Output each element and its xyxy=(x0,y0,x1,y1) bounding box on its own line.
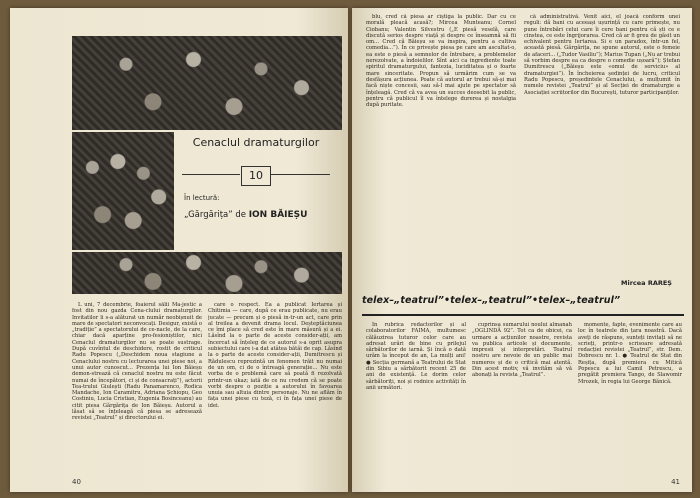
in-lectura-label: În lectură: xyxy=(184,194,220,202)
telex-column-2 xyxy=(472,322,572,472)
play-title: „Gărgărița” de xyxy=(184,210,246,220)
telex-column-1 xyxy=(366,322,466,472)
telex-column-1-text: În rubrica redactorilor și al colaboratorilor FAIMA, multumesc călăuzirea tuturor celor care au adresat urări de bine cu prilejul sărbătorilor de iarnă. Și încă o dată urăm la început de an, La mulți ani! ● Secția germană a Teatrului de Stat din Sibiu a sărbătorit recent 25 de ani de existență. Le dorim celor sărbătoriți, noi și rodnice activități în anii următori. xyxy=(366,322,466,391)
left-column-2-text: care o respect. Ea a publicat Iertarea și Chitimia — care, după ce erau publicate, nu erau jucate — precum și o piesă in-tr-un act, care prin al treilea a devenit drama locul. Deșteptăciunea ce îmi place să cred este în mare măsură și a ei. Lăsînd la o parte de aceste consider-ații, am încercat să înțeleg de ce autorul s-a oprit asupra subiectului care i-a dat atâtea bătăi de cap. Lăsînd la o parte de aceste consider-ații, Dumitrescu și Rădulescu reprezintă un fenomen trăit nu numai de un om, ci de o întreagă generație... Nu este vorba de o problemă care să poată fi rezolvată printr-un ukaz; iată de ce nu credem că se poate vorbi despre o poziție a autorului în favoarea unuia sau altuia dintre personaje. Nu ne aflăm în fața unei piese cu teză, ci în fața unei piese de idei. xyxy=(208,302,342,409)
telex-banner: telex–„teatrul”•telex–„teatrul”•telex–„teatrul” xyxy=(362,295,621,306)
title-rule-left xyxy=(182,174,240,175)
right-column-2 xyxy=(524,14,680,276)
left-column-1 xyxy=(72,302,202,474)
right-page xyxy=(352,8,692,492)
right-column-1 xyxy=(366,14,516,276)
telex-column-3-text: momente, fapte, evenimente care au loc în teatrele din țara noastră. Dacă aveți de răspuns, sunteți invitați să ne scrieți, printr-o scrisoare adresată redacției revistei „Teatrul”, str. Dem. Dobrescu nr. 1. ● Teatrul de Stat din Reșița, după premiera cu Mitică Popescu a lui Camil Petrescu, a pregătit premiera Tango, de Slawomir Mrozek, în regia lui George Bănică. xyxy=(578,322,682,385)
article-signature: Mircea RAREȘ xyxy=(621,279,672,287)
telex-column-2-text: cuprinsa sumarului noului almanah „OGLINDĂ 92”. Tot ca de obicei, ca urmare a acțiunilor noastre, revista va publica articole și documente, impresii și interpretări. Teatrul nostru are nevoie de un public mai numeros și de o critică mai atentă. Din acest motiv, vă invităm să vă abonați la revista „Teatrul”. xyxy=(472,322,572,379)
author-name: ION BĂIEȘU xyxy=(248,210,308,220)
page-number-right: 41 xyxy=(671,478,680,486)
right-column-2-text: că administrativă. Venit aici, el joacă conform unei reguli: dă bani cu aceeași ușurință cu care primește, nu pune întrebări celui care îi cere bani pentru că ști ce e cinstea, ce este îngrijorarea. Cred că ar fi greu de găsit un echivalent pentru Iertarea. Si e un paradox, într-un fel, această piesă. Gărgărița, ne spune autorul, este o femeie de afaceri... („Tudor Vasiliu”); Marius Tupan („Nu ar trebui să vorbim despre ea ca despre o comedie ușoară”); Ștefan Dumitrescu („Băieșu este «omul de serviciu» al dramaturgiei”). În încheierea ședinței de lucru, criticul Radu Popescu, președintele Cenaclului, a mulțumit în numele revistei „Teatrul” și al Secției de dramaturgie a Asociației scriitorilor din București, tuturor participanților. xyxy=(524,14,680,96)
right-column-1-text: blu, cred că piesa ar cîștiga la public. Dar cu ce morală pleacă acasă?; Mircea Munteanu; Cornel Ciobanu; Valentin Silvestru („E piesă veselă, care discută serios despre viață și despre ce înseamnă să fii om... Cred că Băieșu se va inspira, pentru a cultiva comedia...”). În ce privește piesa pe care am ascultat-o, ea este o piesă a semnelor de întrebare, a problemelor nerezolvate, a îndoielilor. Sînt aici ca ingrediente toate spiritul dramaturgului, fantezia, luciditatea și o foarte mare sinceritate. Propun să urmărim cum se va desfășura acțiunea. Poate că autorul ar trebui să-și mai facă niște concesii, sau să-l mai ajute pe spectator să înțeleagă. Cred că va avea un succes deosebit la public, pentru că publicul îl va întelege durerea și nostalgia după puritate. xyxy=(366,14,516,109)
series-title: Cenaclul dramaturgilor xyxy=(192,136,320,149)
photo-audience-bottom xyxy=(72,252,342,294)
left-column-2 xyxy=(208,302,342,474)
left-column-1-text: L uni, 7 decembrie, foaierul sălii Ma-jestic a fost din nou gazda Cena-clului dramaturgilor. Invitatilor li s-a alăturat un număr neobișnuit de mare de spectatori neconvocați. Desigur, există o „tradiție” a spectatorului de ce-nacle, de la care, chiar dacă aparține pro-fesioniștilor, nici Cenaclul dramaturgilor nu se poate sustrage. După cuvîntul de deschidere, rostit de criticul Radu Popescu („Deschidem noua stagiune a Cenaclului nostru cu lecturarea unei piese noi, a unui autor cunoscut... Prezența lui Ion Băieșu demon-strează că cenaclul nostru nu este făcut numai de începători, ci și de consacrați”), actorii Tea-trului Giulești (Radu Panamarenco, Rodica Mandache, Ion Caramitru, Adriana Șchiopu, Geo Costiniu, Lucia Cristian, Eugenia Bosinceanu) au citit piesa Gărgărița de Ion Băieșu. Autorul a lăsat să se înțeleagă că piesa se adresează revistei „Teatrul” și directorului ei. xyxy=(72,302,202,422)
photo-woman-sunglasses xyxy=(72,132,174,250)
title-block xyxy=(178,136,334,246)
telex-banner-rule xyxy=(362,314,684,316)
photo-audience-top xyxy=(72,36,342,130)
page-number-left: 40 xyxy=(72,478,81,486)
left-page xyxy=(10,8,348,492)
telex-column-3 xyxy=(578,322,682,472)
play-line xyxy=(184,210,307,220)
title-rule-right xyxy=(270,174,330,175)
issue-number: 10 xyxy=(241,166,271,186)
